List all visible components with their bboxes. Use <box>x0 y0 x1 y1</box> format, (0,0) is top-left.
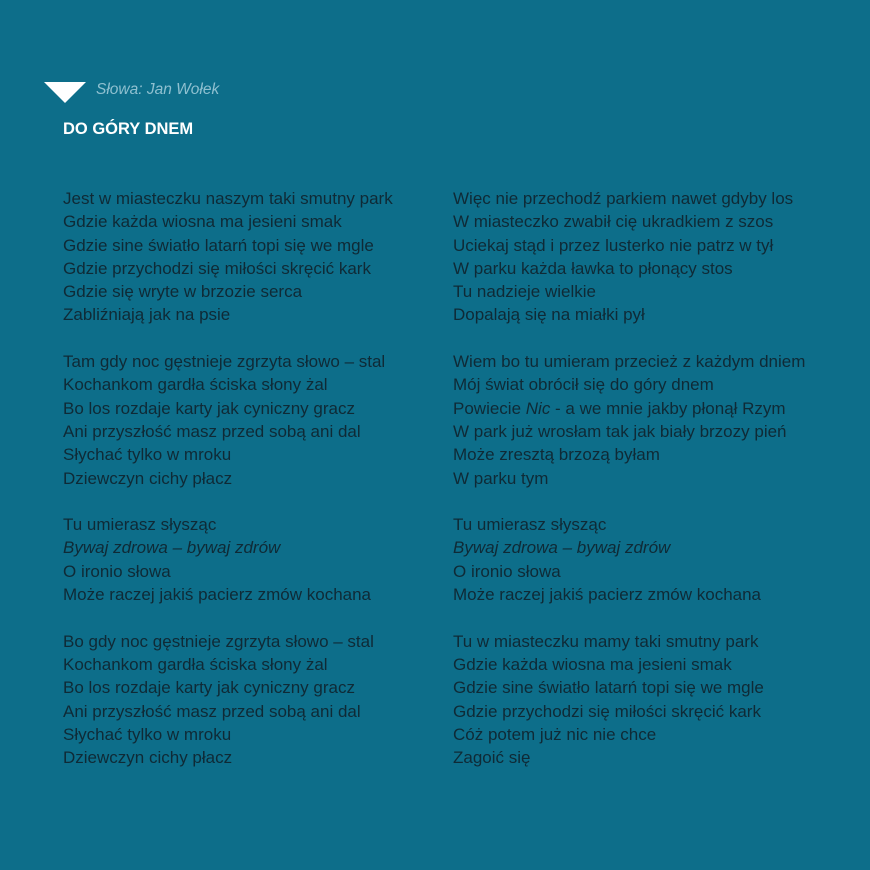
lyric-line: Mój świat obrócił się do góry dnem <box>453 375 714 395</box>
lyric-line: Bo los rozdaje karty jak cyniczny gracz <box>63 678 355 698</box>
lyric-line: Tu umierasz słysząc <box>63 515 217 535</box>
lyric-line: Może zresztą brzozą byłam <box>453 445 660 465</box>
lyric-line: Zagoić się <box>453 748 531 768</box>
stanza <box>453 513 863 606</box>
lyric-line: Jest w miasteczku naszym taki smutny park <box>63 189 393 208</box>
lyric-line: Zabliźniają jak na psie <box>63 305 231 325</box>
lyric-line: Uciekaj stąd i przez lusterko nie patrz w tył <box>453 235 774 255</box>
lyric-line: Bo los rozdaje karty jak cyniczny gracz <box>63 398 355 418</box>
lyric-line: Gdzie sine światło latarń topi się we mgle <box>453 678 764 698</box>
lyric-line: Wiem bo tu umieram przecież z każdym dniem <box>453 352 806 372</box>
lyric-line: Ani przyszłość masz przed sobą ani dal <box>63 421 361 441</box>
stanza <box>453 187 863 327</box>
lyric-line-italic: Bywaj zdrowa – bywaj zdrów <box>453 538 671 558</box>
stanza <box>63 350 443 490</box>
lyric-segment: - a we mnie jakby płonął Rzym <box>550 398 786 418</box>
lyric-line: Może raczej jakiś pacierz zmów kochana <box>453 585 762 605</box>
lyric-line: Gdzie każda wiosna ma jesieni smak <box>453 654 732 674</box>
lyric-line: Słychać tylko w mroku <box>63 445 232 465</box>
lyric-line: Kochankom gardła ściska słony żal <box>63 375 328 395</box>
lyric-line: Tu umierasz słysząc <box>453 515 607 535</box>
lyrics-right-column <box>453 187 863 793</box>
lyric-line: W parku tym <box>453 468 549 488</box>
lyric-line: Gdzie przychodzi się miłości skręcić kark <box>63 258 371 278</box>
lyrics-left-column <box>63 187 443 793</box>
lyric-line: Gdzie się wryte w brzozie serca <box>63 282 303 302</box>
lyric-segment-italic: Nic <box>525 398 551 418</box>
song-title: DO GÓRY DNEM <box>63 120 194 138</box>
lyric-line-italic: Bywaj zdrowa – bywaj zdrów <box>63 538 281 558</box>
lyrics-credit: Słowa: Jan Wołek <box>96 81 220 98</box>
lyric-line: O ironio słowa <box>453 561 561 581</box>
lyric-line: Bo gdy noc gęstnieje zgrzyta słowo – stal <box>63 631 374 651</box>
lyric-segment: Powiecie <box>453 398 526 418</box>
stanza <box>453 350 863 490</box>
stanza <box>63 630 443 770</box>
lyric-line: Może raczej jakiś pacierz zmów kochana <box>63 585 372 605</box>
lyric-line: Słychać tylko w mroku <box>63 724 232 744</box>
lyric-line: O ironio słowa <box>63 561 171 581</box>
lyric-line: Ani przyszłość masz przed sobą ani dal <box>63 701 361 721</box>
lyric-line: Cóż potem już nic nie chce <box>453 724 657 744</box>
lyric-line: W miasteczko zwabił cię ukradkiem z szos <box>453 212 774 232</box>
lyric-line: Kochankom gardła ściska słony żal <box>63 654 328 674</box>
lyric-line: Tu nadzieje wielkie <box>453 282 596 302</box>
lyric-line <box>453 397 863 420</box>
lyric-line: Tu w miasteczku mamy taki smutny park <box>453 631 759 651</box>
stanza <box>453 630 863 770</box>
lyric-line: Dziewczyn cichy płacz <box>63 748 233 768</box>
lyric-line: W park już wrosłam tak jak biały brzozy pień <box>453 421 787 441</box>
lyric-line: Gdzie sine światło latarń topi się we mgle <box>63 235 374 255</box>
lyric-line: Dopalają się na miałki pył <box>453 305 645 325</box>
stanza <box>63 187 443 327</box>
lyric-line: W parku każda ławka to płonący stos <box>453 258 733 278</box>
lyric-line: Gdzie przychodzi się miłości skręcić kark <box>453 701 761 721</box>
lyric-line: Gdzie każda wiosna ma jesieni smak <box>63 212 342 232</box>
lyric-line: Tam gdy noc gęstnieje zgrzyta słowo – stal <box>63 352 386 372</box>
stanza <box>63 513 443 606</box>
lyric-line: Dziewczyn cichy płacz <box>63 468 233 488</box>
triangle-marker-icon <box>44 82 86 103</box>
lyric-line: Więc nie przechodź parkiem nawet gdyby los <box>453 189 794 208</box>
